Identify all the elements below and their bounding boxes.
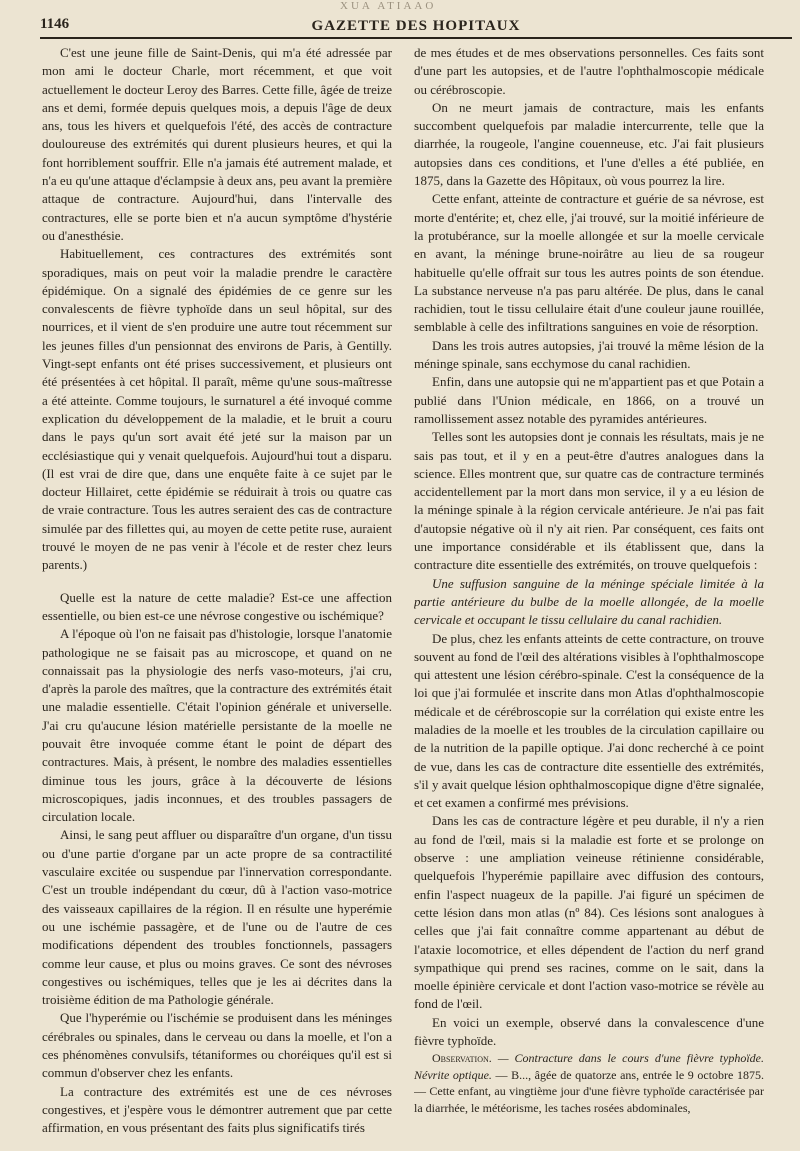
paragraph: De plus, chez les enfants atteints de cette contracture, on trouve souvent au fond de l'œil des altérations visibles à l'ophthalmoscope qui attestent une lésion cérébro-spinale. C'est la conséquence de la loi que j'ai formulée et inscrite dans mon Atlas d'ophthalmoscopie médicale et de cérébroscopie sur la corrélation qui existe entre les maladies de la moelle et les troubles de la circulation capillaire ou de la nutrition de la papille optique. J'ai donc recherché à ce point de vue, dans les cas de contracture dite essentielle des extrémités, s'il y avait quelque lésion ophthalmoscopique digne d'être signalée, et cet examen a confirmé mes prévisions.: [414, 630, 764, 811]
paragraph: Enfin, dans une autopsie qui ne m'appartient pas et que Potain a publié dans l'Union médicale, en 1866, on a trouvé un ramollissement assez notable des pyramides antérieures.: [414, 374, 764, 426]
observation-label: Observation.: [432, 1051, 492, 1066]
paragraph: C'est une jeune fille de Saint-Denis, qui m'a été adressée par mon ami le docteur Charle, mort récemment, et que voit actuellement le docteur Leroy des Barres. Cette fille, âgée de treize ans et demi, formée depuis quelques mois, a depuis l'âge de deux ans, tous les hivers et quelquefois l'été, des accès de contracture douloureuse des extrémités qui durent plusieurs heures, et qui la font horriblement souffrir. Elle n'a jamais été autrement malade, et n'a eu qu'une attaque d'éclampsie à deux ans, peu avant la première attaque de contracture. Aujourd'hui, dans l'intervalle des contractures, elle se porte bien et n'a aucun symptôme d'hystérie ou d'anesthésie.: [42, 45, 392, 243]
paragraph: Ainsi, le sang peut affluer ou disparaître d'un organe, d'un tissu ou d'une partie d'organe par un acte propre de sa contractilité vasculaire excitée ou suspendue par l'innervation correspondante. C'est un trouble indépendant du cœur, dû à l'action vaso-motrice des vaisseaux capillaires de la région. Il en résulte une hyperémie ou une ischémie passagère, et de l'une ou de l'autre de ces modifications dépendent des troubles fonctionnels, passagers comme leur cause, et plus ou moins graves. Ce sont des névroses congestives ou ischémiques, telles que je les ai décrites dans la troisième édition de ma Pathologie générale.: [42, 827, 392, 1008]
paragraph: A l'époque où l'on ne faisait pas d'histologie, lorsque l'anatomie pathologique ne se faisait pas au microscope, et quand on ne connaissait pas la physiologie des nerfs vaso-moteurs, j'ai cru, d'après la parole des maîtres, que la contracture des extrémités était une maladie essentielle. C'était l'opinion générale et universelle. J'ai cru qu'aucune lésion matérielle persistante de la moelle ne pouvait être invoquée comme étant le point de départ des contractures. Mais, à présent, le nombre des maladies essentielles diminue tous les jours, grâce à la découverte de lésions microscopiques, jadis inconnues, et des troubles passagers de circulation locale.: [42, 626, 392, 825]
observation-title: — Contracture dans le cours d'une fièvre typhoïde. Névrite optique.: [414, 1051, 764, 1082]
paragraph: de mes études et de mes observations personnelles. Ces faits sont d'une part les autopsies, et de l'autre l'ophthalmoscopie médicale ou cérébroscopie.: [414, 45, 764, 97]
paragraph-question: Quelle est la nature de cette maladie? Est-ce une affection essentielle, ou bien est-ce une névrose congestive ou ischémique?: [42, 589, 392, 623]
running-title: GAZETTE DES HOPITAUX: [311, 18, 521, 34]
left-column: [42, 44, 392, 1144]
paragraph: Habituellement, ces contractures des extrémités sont sporadiques, mais on peut voir la maladie prendre le caractère épidémique. On a signalé des épidémies de ce genre sur les convalescents de fièvre typhoïde dans un seul hôpital, sur des nourrices, et il vient de s'en produire une autre tout récemment sur les jeunes filles d'un pensionnat des environs de Paris, à Gentilly. Vingt-sept enfants ont été prises successivement, et plusieurs ont été présentées à cet hôpital. Il paraît, même qu'une sous-maîtresse a été atteinte. Comme toujours, le surnaturel a été invoqué comme explication du développement de la maladie, et le bruit a couru dans le pays qu'un sort avait été jeté sur la maison par un ecclésiastique qui y venait quelquefois. Aujourd'hui tout a disparu. (Il est vrai de dire que, dans une enquête faite à ce sujet par le docteur Hillairet, cette épidémie se réduirait à trois ou quatre cas de vraie contracture. Tous les autres seraient des cas de contracture simulée par des fillettes qui, au moyen de cette petite ruse, auraient trouvé le moyen de ne pas venir à l'école et de rester chez leurs parents.): [42, 246, 392, 573]
page-number: 1146: [40, 16, 70, 32]
header-rule: [40, 37, 792, 39]
right-column: [414, 44, 764, 1144]
paragraph: On ne meurt jamais de contracture, mais les enfants succombent quelquefois par maladie intercurrente, telle que la diarrhée, la rougeole, l'angine couenneuse, etc. J'ai fait plusieurs autopsies dans ces conditions, et l'une d'elles a été publiée, en 1875, dans la Gazette des Hôpitaux, où vous pourrez la lire.: [414, 99, 764, 189]
observation-text: — B..., âgée de quatorze ans, entrée le 9 octobre 1875. — Cette enfant, au vingtième jour d'une fièvre typhoïde caractérisée par la diarrhée, le météorisme, les taches rosées abdominales,: [414, 1067, 764, 1115]
paragraph: Dans les trois autres autopsies, j'ai trouvé la même lésion de la méninge spinale, sans ecchymose du canal rachidien.: [414, 337, 764, 372]
paragraph: En voici un exemple, observé dans la convalescence d'une fièvre typhoïde.: [414, 1014, 764, 1049]
paragraph: Que l'hyperémie ou l'ischémie se produisent dans les méninges cérébrales ou spinales, dans le cerveau ou dans la moelle, et l'on a ces phénomènes convulsifs, tétaniformes ou choréiques qu'il est si commun d'observer chez les enfants.: [42, 1010, 392, 1081]
paragraph: Cette enfant, atteinte de contracture et guérie de sa névrose, est morte d'entérite; et, chez elle, j'ai trouvé, sur la moitié inférieure de la protubérance, sur la moelle allongée et sur la moelle cervicale en avant, la méninge brune-noirâtre au lieu de sa rougeur habituelle qu'elle offrait sur tous les autres points de son étendue. La substance nerveuse n'a pas paru altérée. De plus, dans le canal rachidien, tout le tissu cellulaire était d'une couleur jaune rouillée, semblable à celle des infiltrations sanguines en voie de résorption.: [414, 191, 764, 335]
page-header: [40, 0, 792, 34]
observation-paragraph: [414, 1050, 764, 1116]
paragraph: La contracture des extrémités est une de ces névroses congestives, et j'espère vous le démontrer autrement que par cette affirmation, en vous présentant des faits plus significatifs tirés: [42, 1083, 392, 1136]
paragraph-italic-conclusion: Une suffusion sanguine de la méninge spéciale limitée à la partie antérieure du bulbe de la moelle allongée, de la moelle cervicale et occupant le tissu cellulaire du canal rachidien.: [414, 575, 764, 628]
paragraph: Telles sont les autopsies dont je connais les résultats, mais je ne sais pas tout, et il y en a peut-être d'autres analogues dans la science. Elles montrent que, sur quatre cas de contracture terminés accidentellement par la mort dans mon service, il y a eu lésion de la méninge spinale à la région cervicale antérieure. Je n'ai pas fait d'autopsie négative où il n'y ait rien. Par conséquent, ces faits ont une importance considérable et ils établissent que, dans la contracture dite essentielle des extrémités, on trouve quelquefois :: [414, 429, 764, 573]
paragraph: Dans les cas de contracture légère et peu durable, il n'y a rien au fond de l'œil, mais si la maladie est forte et se prolonge on observe : une ampliation veineuse rétinienne considérable, quelquefois l'hyperémie papillaire avec diffusion des contours, enfin l'aspect nuageux de la papille. J'ai figuré un spécimen de cette lésion dans mon atlas (nº 84). Ces lésions sont analogues à celles que j'ai fait connaître comme appartenant au début de l'ataxie locomotrice, et elles dépendent de l'action du nerf grand sympathique qui prend ses racines, comme on le sait, dans la moelle épinière cervicale et dont l'action vaso-motrice se révèle au fond de l'œil.: [414, 813, 764, 1012]
bleed-through-text: XUA ATIAAO: [340, 0, 437, 12]
